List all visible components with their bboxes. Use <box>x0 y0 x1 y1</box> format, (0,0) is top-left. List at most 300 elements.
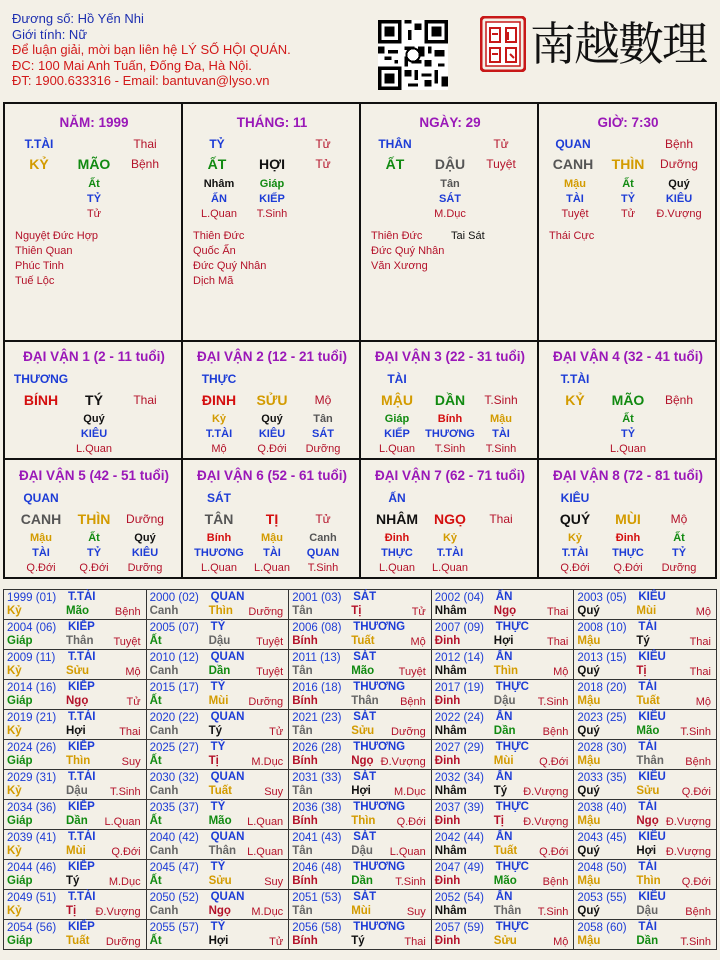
annual-ten-god: THỰC <box>495 861 529 873</box>
annual-year: 2000 (02) <box>149 592 199 604</box>
annual-ten-god: QUAN <box>210 591 245 603</box>
pillar-phase: Tuyệt <box>486 157 516 171</box>
annual-cell[interactable] <box>4 680 147 710</box>
annual-cell[interactable] <box>289 650 432 680</box>
annual-stem: Canh <box>149 605 179 617</box>
annual-year: 2010 (12) <box>149 652 199 664</box>
dai-van-ten-god: THỰC <box>201 372 237 386</box>
dai-van-ten-god: QUAN <box>23 491 59 505</box>
annual-cell[interactable] <box>147 740 290 770</box>
annual-cell[interactable] <box>574 650 717 680</box>
hidden-ten-god: KIÊU <box>80 428 108 440</box>
annual-ten-god: KIẾP <box>68 921 95 933</box>
hidden-ten-god: T.TÀI <box>436 547 464 559</box>
annual-cell[interactable] <box>147 590 290 620</box>
annual-stem: Kỷ <box>7 845 22 857</box>
annual-phase: Q.Đới <box>539 756 569 768</box>
hidden-stem: Kỷ <box>442 532 458 544</box>
pillar-branch: THÌN <box>611 156 645 172</box>
header-line: Để luận giải, mời bạn liên hệ LÝ SỐ HỘI QUÁN. <box>12 42 291 57</box>
annual-cell[interactable] <box>289 680 432 710</box>
annual-stem: Bính <box>292 755 318 767</box>
annual-phase: Tuyệt <box>256 636 284 648</box>
annual-cell[interactable] <box>432 860 575 890</box>
dai-van-ten-god: THƯƠNG <box>13 372 69 386</box>
pillar-ten-god: THÂN <box>378 137 412 151</box>
pillar-ten-god: TỶ <box>209 137 225 151</box>
annual-cell[interactable] <box>574 680 717 710</box>
annual-cell[interactable] <box>4 890 147 920</box>
annual-cell[interactable] <box>574 740 717 770</box>
annual-stem: Mậu <box>577 815 601 827</box>
hidden-phase: T.Sinh <box>485 443 517 455</box>
annual-ten-god: TỶ <box>210 741 226 753</box>
annual-cell[interactable] <box>147 890 290 920</box>
header-line: Giới tính: Nữ <box>12 26 88 42</box>
annual-cell[interactable] <box>574 920 717 950</box>
annual-cell[interactable] <box>147 680 290 710</box>
annual-phase: Q.Đới <box>396 816 426 828</box>
annual-phase: Bệnh <box>114 606 141 618</box>
annual-branch: Tý <box>636 635 650 647</box>
hidden-stem: Canh <box>309 532 337 544</box>
annual-cell[interactable] <box>147 620 290 650</box>
annual-cell[interactable] <box>4 650 147 680</box>
annual-stem: Đinh <box>434 815 461 827</box>
annual-cell[interactable] <box>289 770 432 800</box>
annual-cell[interactable] <box>574 710 717 740</box>
annual-ten-god: TÀI <box>638 681 657 693</box>
hidden-stem: Ất <box>673 532 685 544</box>
hidden-stem: Đinh <box>384 532 410 544</box>
annual-year: 2017 (19) <box>434 682 485 694</box>
annual-cell[interactable] <box>289 590 432 620</box>
hidden-stem: Quý <box>83 413 105 425</box>
shensha-star: Thiên Đức <box>371 230 423 242</box>
annual-phase: Suy <box>264 786 284 798</box>
dai-van-5 <box>5 460 183 577</box>
hidden-stem: Kỷ <box>567 532 583 544</box>
hidden-stem: Ất <box>622 413 634 425</box>
annual-stem: Tân <box>292 845 313 857</box>
annual-year: 2009 (11) <box>7 652 56 664</box>
annual-year: 2019 (21) <box>7 712 57 724</box>
hidden-phase: L.Quan <box>75 443 113 455</box>
hidden-ten-god: TỶ <box>671 547 687 559</box>
annual-cell[interactable] <box>289 830 432 860</box>
annual-stem: Nhâm <box>434 785 467 797</box>
annual-year: 2029 (31) <box>7 772 57 784</box>
hidden-ten-god: TỶ <box>86 193 102 205</box>
annual-branch: Thìn <box>636 875 661 887</box>
annual-ten-god: KIẾP <box>68 681 95 693</box>
pillar-4 <box>539 104 715 340</box>
annual-ten-god: TỶ <box>210 801 226 813</box>
annual-phase: Mộ <box>695 606 711 618</box>
annual-row <box>4 710 717 740</box>
dai-van-6 <box>183 460 361 577</box>
pillar-title: NGÀY: 29 <box>419 115 481 130</box>
annual-phase: Mộ <box>553 666 569 678</box>
annual-phase: L.Quan <box>247 846 284 858</box>
annual-branch: Sửu <box>208 875 232 887</box>
annual-cell[interactable] <box>4 800 147 830</box>
annual-stem: Đinh <box>434 635 461 647</box>
annual-stem: Canh <box>149 845 179 857</box>
hidden-ten-god: KIẾP <box>259 193 285 205</box>
annual-ten-god: SÁT <box>353 891 377 903</box>
annual-year: 2052 (54) <box>434 892 485 904</box>
annual-branch: Thân <box>66 635 94 647</box>
annual-cell[interactable] <box>147 710 290 740</box>
annual-phase: Bệnh <box>685 756 711 768</box>
pillar-title: GIỜ: 7:30 <box>597 115 659 130</box>
shensha-star: Thiên Đức <box>193 230 245 242</box>
annual-year: 2043 (45) <box>577 832 627 844</box>
annual-cell[interactable] <box>574 770 717 800</box>
pillar-phase: Tử <box>315 157 331 171</box>
annual-stem: Bính <box>292 695 318 707</box>
annual-cell[interactable] <box>574 890 717 920</box>
annual-stem: Canh <box>149 905 179 917</box>
annual-branch: Thìn <box>208 605 233 617</box>
dai-van-stem: QUÝ <box>559 511 591 527</box>
annual-ten-god: QUAN <box>210 891 245 903</box>
annual-cell[interactable] <box>432 890 575 920</box>
hidden-stem: Quý <box>261 413 283 425</box>
annual-ten-god: QUAN <box>210 651 245 663</box>
hidden-stem: Ất <box>88 532 100 544</box>
annual-branch: Hợi <box>66 725 86 737</box>
annual-cell[interactable] <box>147 650 290 680</box>
annual-stem: Bính <box>292 875 318 887</box>
annual-phase: Suy <box>264 876 284 888</box>
hidden-stem: Mậu <box>490 413 512 425</box>
annual-year: 2049 (51) <box>7 892 57 904</box>
pillar-3 <box>361 104 539 340</box>
annual-cell[interactable] <box>432 830 575 860</box>
dai-van-title: ĐẠI VẬN 6 (52 - 61 tuổi) <box>196 468 348 483</box>
annual-cell[interactable] <box>4 920 147 950</box>
annual-cell[interactable] <box>432 650 575 680</box>
annual-ten-god: THƯƠNG <box>353 801 406 813</box>
annual-cell[interactable] <box>147 920 290 950</box>
annual-cell[interactable] <box>147 860 290 890</box>
annual-ten-god: T.TÀI <box>68 591 96 603</box>
annual-phase: Tử <box>269 726 284 738</box>
annual-ten-god: SÁT <box>353 651 377 663</box>
annual-row <box>4 770 717 800</box>
hidden-stem: Tân <box>313 413 333 425</box>
annual-cell[interactable] <box>574 620 717 650</box>
annual-year: 2007 (09) <box>434 622 485 634</box>
annual-stem: Ất <box>149 935 162 947</box>
annual-phase: Đ.Vượng <box>523 816 569 828</box>
annual-ten-god: KIÊU <box>638 591 666 603</box>
dai-van-title: ĐẠI VẬN 1 (2 - 11 tuổi) <box>23 349 165 364</box>
annual-year: 2032 (34) <box>434 772 485 784</box>
annual-cell[interactable] <box>574 590 717 620</box>
hidden-ten-god: ẤN <box>211 193 227 205</box>
dai-van-ten-god: TÀI <box>387 372 407 386</box>
annual-phase: T.Sinh <box>395 876 426 888</box>
annual-ten-god: ẤN <box>495 891 513 903</box>
annual-year: 2023 (25) <box>577 712 627 724</box>
annual-phase: Thai <box>546 606 569 618</box>
annual-branch: Sửu <box>493 935 517 947</box>
hidden-ten-god: TÀI <box>32 547 50 559</box>
annual-year: 2055 (57) <box>149 922 199 934</box>
hidden-phase: T.Sinh <box>307 562 339 574</box>
dai-van-branch: SỬU <box>256 392 288 408</box>
annual-ten-god: TÀI <box>638 621 657 633</box>
annual-cell[interactable] <box>432 620 575 650</box>
annual-branch: Dần <box>66 815 88 827</box>
annual-year: 2020 (22) <box>149 712 199 724</box>
annual-phase: Q.Đới <box>539 846 569 858</box>
hidden-phase: Đ.Vượng <box>656 208 702 220</box>
annual-branch: Tuất <box>493 845 518 857</box>
annual-cell[interactable] <box>432 710 575 740</box>
annual-ten-god: SÁT <box>353 831 377 843</box>
annual-cell[interactable] <box>574 860 717 890</box>
annual-stem: Kỷ <box>7 665 22 677</box>
annual-cell[interactable] <box>4 860 147 890</box>
annual-cell[interactable] <box>432 590 575 620</box>
dai-van-branch: TÝ <box>85 392 103 408</box>
annual-row <box>4 590 717 620</box>
annual-cell[interactable] <box>289 860 432 890</box>
annual-cell[interactable] <box>432 800 575 830</box>
hidden-phase: L.Quan <box>378 562 416 574</box>
annual-cell[interactable] <box>432 680 575 710</box>
annual-cell[interactable] <box>147 830 290 860</box>
annual-stem: Bính <box>292 815 318 827</box>
annual-branch: Mùi <box>493 755 514 767</box>
annual-stem: Ất <box>149 695 162 707</box>
annual-cell[interactable] <box>289 890 432 920</box>
annual-year: 2001 (03) <box>292 592 342 604</box>
annual-cell[interactable] <box>432 770 575 800</box>
brand-title: 南越數理 <box>530 17 706 71</box>
annual-branch: Mùi <box>66 845 86 857</box>
annual-phase: M.Dục <box>251 906 284 918</box>
annual-year: 2057 (59) <box>434 922 485 934</box>
qr-code-icon[interactable] <box>378 20 448 90</box>
annual-cell[interactable] <box>289 740 432 770</box>
annual-phase: Thai <box>546 636 569 648</box>
annual-phase: Bệnh <box>685 906 711 918</box>
hidden-ten-god: QUAN <box>306 547 340 559</box>
annual-branch: Mão <box>66 605 89 617</box>
annual-cell[interactable] <box>4 830 147 860</box>
dai-van-phase: T.Sinh <box>484 393 518 407</box>
annual-year: 2040 (42) <box>149 832 199 844</box>
annual-ten-god: TÀI <box>638 741 657 753</box>
annual-branch: Dần <box>493 725 516 737</box>
annual-row <box>4 890 717 920</box>
hidden-stem: Quý <box>134 532 156 544</box>
annual-cell[interactable] <box>4 590 147 620</box>
hidden-phase: Q.Đới <box>79 562 109 574</box>
header-line: ĐT: 1900.633316 - Email: bantuvan@lyso.vn <box>12 73 270 88</box>
hidden-ten-god: TÀI <box>263 547 281 559</box>
annual-stem: Kỷ <box>7 605 22 617</box>
annual-phase: Mộ <box>695 696 711 708</box>
annual-stem: Canh <box>149 665 179 677</box>
pillar-ten-god: T.TÀI <box>24 137 54 151</box>
annual-year: 2048 (50) <box>577 862 627 874</box>
annual-ten-god: SÁT <box>353 711 377 723</box>
annual-phase: Đ.Vượng <box>523 786 569 798</box>
annual-luck-grid <box>3 589 717 950</box>
annual-ten-god: THỰC <box>495 621 529 633</box>
annual-stem: Ất <box>149 875 162 887</box>
hidden-stem: Kỷ <box>211 413 227 425</box>
annual-cell[interactable] <box>574 830 717 860</box>
annual-cell[interactable] <box>574 800 717 830</box>
hidden-stem: Mậu <box>30 532 52 544</box>
dai-van-phase: Mộ <box>314 393 332 407</box>
dai-van-2 <box>183 341 361 458</box>
annual-stem: Đinh <box>434 695 461 707</box>
shensha-star: Đức Quý Nhân <box>371 245 445 257</box>
annual-cell[interactable] <box>4 620 147 650</box>
annual-branch: Tuất <box>351 635 375 647</box>
annual-phase: L.Quan <box>104 816 141 828</box>
annual-cell[interactable] <box>289 920 432 950</box>
annual-ten-god: T.TÀI <box>68 831 96 843</box>
annual-branch: Tý <box>208 725 223 737</box>
annual-year: 2004 (06) <box>7 622 57 634</box>
annual-stem: Quý <box>577 905 600 917</box>
annual-year: 2050 (52) <box>149 892 199 904</box>
annual-phase: Thai <box>689 666 711 678</box>
hidden-stem: Quý <box>668 178 690 190</box>
dai-van-stem: CANH <box>20 511 62 527</box>
annual-cell[interactable] <box>432 920 575 950</box>
annual-branch: Ngọ <box>208 905 231 917</box>
annual-stem: Đinh <box>434 755 461 767</box>
annual-branch: Mùi <box>636 605 657 617</box>
annual-phase: Bệnh <box>542 876 569 888</box>
annual-branch: Thìn <box>66 755 91 767</box>
pillar-1 <box>5 104 183 340</box>
annual-phase: M.Dục <box>394 786 426 798</box>
annual-year: 2058 (60) <box>577 922 627 934</box>
annual-phase: Thai <box>119 726 141 738</box>
dai-van-4 <box>539 341 715 458</box>
annual-stem: Canh <box>149 725 179 737</box>
dai-van-branch: NGỌ <box>434 511 466 527</box>
annual-year: 2038 (40) <box>577 802 627 814</box>
hidden-phase: Dưỡng <box>661 562 697 574</box>
annual-stem: Quý <box>577 605 600 617</box>
dai-van-phase: Thai <box>489 512 513 526</box>
dai-van-7 <box>361 460 539 577</box>
annual-cell[interactable] <box>289 620 432 650</box>
annual-branch: Dần <box>208 665 231 677</box>
annual-cell[interactable] <box>289 800 432 830</box>
annual-cell[interactable] <box>4 740 147 770</box>
annual-ten-god: THỰC <box>495 681 529 693</box>
annual-ten-god: ẤN <box>495 591 513 603</box>
annual-ten-god: SÁT <box>353 591 377 603</box>
annual-ten-god: TỶ <box>210 861 226 873</box>
annual-ten-god: ẤN <box>495 771 513 783</box>
annual-cell[interactable] <box>147 770 290 800</box>
annual-ten-god: T.TÀI <box>68 711 96 723</box>
annual-branch: Hợi <box>493 635 514 647</box>
annual-branch: Tị <box>208 755 219 767</box>
annual-row <box>4 800 717 830</box>
hidden-ten-god: THƯƠNG <box>425 428 475 440</box>
annual-cell[interactable] <box>4 710 147 740</box>
annual-ten-god: KIÊU <box>638 891 666 903</box>
annual-year: 2039 (41) <box>7 832 57 844</box>
annual-branch: Tý <box>351 935 365 947</box>
hidden-ten-god: SÁT <box>439 193 461 205</box>
annual-year: 2045 (47) <box>149 862 199 874</box>
annual-branch: Tuất <box>208 785 233 797</box>
dai-van-title: ĐẠI VẬN 2 (12 - 21 tuổi) <box>196 349 348 364</box>
hidden-stem: Nhâm <box>203 178 235 190</box>
annual-stem: Giáp <box>7 695 33 707</box>
annual-phase: Thai <box>404 936 426 948</box>
pillar-stem: KỶ <box>29 156 49 172</box>
annual-branch: Thân <box>351 695 379 707</box>
annual-branch: Tị <box>351 605 362 617</box>
shensha-star: Thiên Quan <box>15 245 73 257</box>
dai-van-title: ĐẠI VẬN 8 (72 - 81 tuổi) <box>552 468 704 483</box>
annual-row <box>4 830 717 860</box>
hidden-phase: L.Quan <box>200 208 238 220</box>
annual-year: 2014 (16) <box>7 682 57 694</box>
annual-cell[interactable] <box>432 740 575 770</box>
pillar-top-phase: Thai <box>133 137 157 151</box>
dai-van-phase: Mộ <box>670 512 688 526</box>
hidden-ten-god: T.TÀI <box>205 428 233 440</box>
shensha-star: Thái Cực <box>549 230 595 242</box>
hidden-phase: M.Dục <box>434 208 466 220</box>
annual-ten-god: THƯƠNG <box>353 741 406 753</box>
dai-van-stem: NHÂM <box>376 511 418 527</box>
annual-stem: Quý <box>577 785 600 797</box>
pillar-branch: HỢI <box>259 156 285 172</box>
annual-branch: Hợi <box>208 935 229 947</box>
annual-year: 2044 (46) <box>7 862 57 874</box>
hidden-ten-god: TỶ <box>620 193 636 205</box>
annual-branch: Dậu <box>636 905 659 917</box>
pillar-branch: DẬU <box>434 156 466 172</box>
pillar-stem: CANH <box>552 156 594 172</box>
annual-year: 2042 (44) <box>434 832 485 844</box>
annual-ten-god: TỶ <box>210 921 226 933</box>
pillar-title: THÁNG: 11 <box>236 115 308 130</box>
dai-van-3 <box>361 341 539 458</box>
annual-ten-god: QUAN <box>210 831 245 843</box>
annual-year: 2012 (14) <box>434 652 485 664</box>
annual-cell[interactable] <box>289 710 432 740</box>
annual-cell[interactable] <box>4 770 147 800</box>
dai-van-ten-god: KIÊU <box>560 491 590 505</box>
pillar-ten-god: QUAN <box>555 137 591 151</box>
annual-cell[interactable] <box>147 800 290 830</box>
annual-phase: Đ.Vượng <box>380 756 426 768</box>
annual-stem: Tân <box>292 905 313 917</box>
annual-stem: Tân <box>292 665 313 677</box>
annual-branch: Dần <box>351 875 373 887</box>
